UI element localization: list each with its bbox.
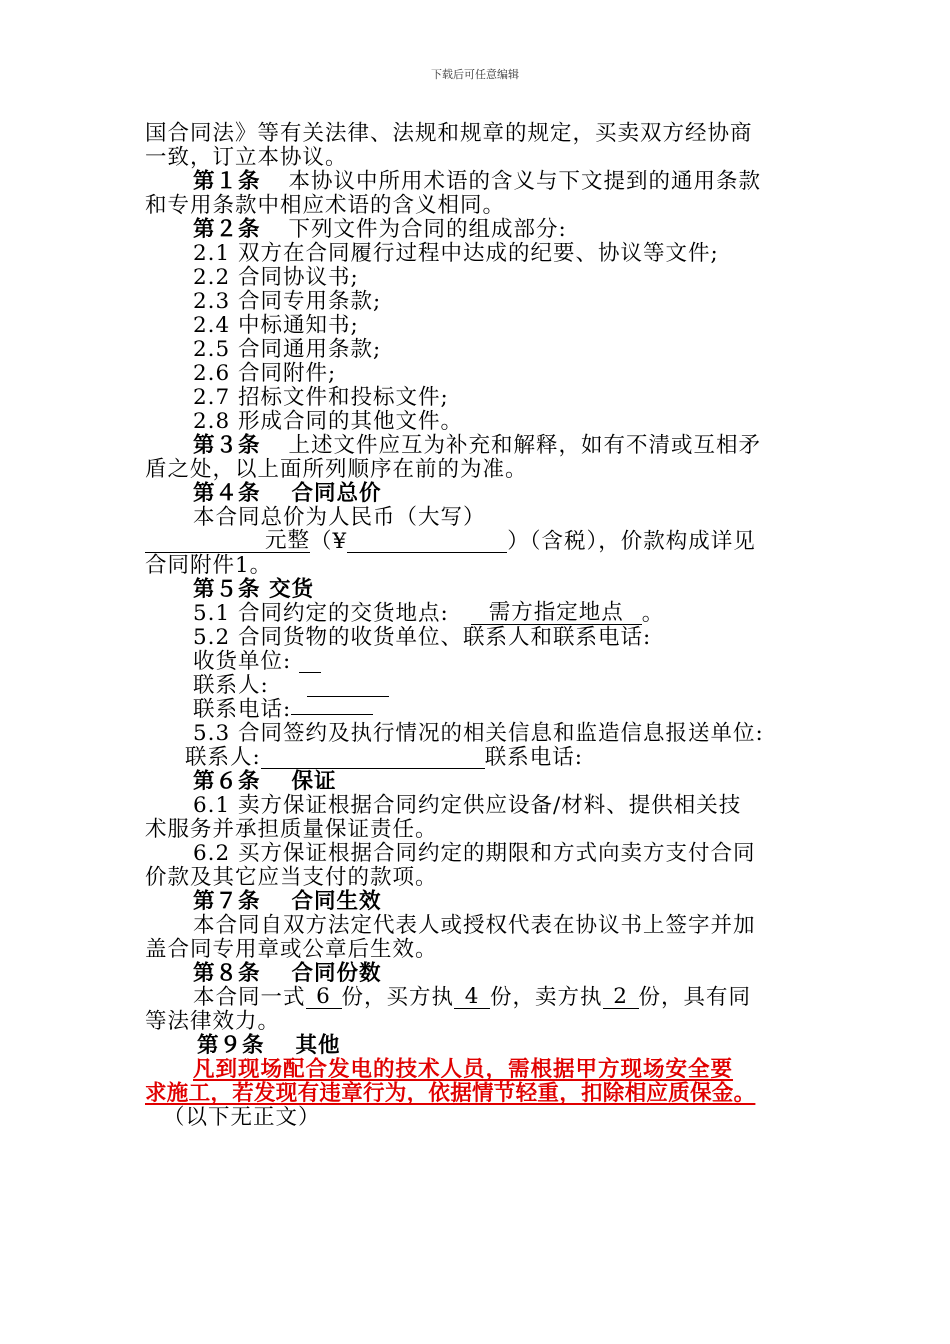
text-line: 和专用条款中相应术语的含义相同。 <box>145 193 506 218</box>
text-span: ）（含税），价款构成详见 <box>507 529 756 554</box>
phone-line <box>145 698 800 722</box>
copies-line <box>145 986 800 1010</box>
text-line: 国合同法》等有关法律、法规和规章的规定，买卖双方经协商 <box>145 121 753 146</box>
list-item: 2.8 形成合同的其他文件。 <box>193 409 464 434</box>
text-span: 份，具有同 <box>638 985 752 1010</box>
article-7-title: 第７条 合同生效 <box>193 889 382 914</box>
contact2-line <box>145 746 800 770</box>
article-1 <box>145 170 800 194</box>
text-span: 。 <box>641 601 665 626</box>
article-title: 第１条 <box>193 169 261 194</box>
text-span: 联系电话: <box>484 745 583 770</box>
blank <box>291 698 373 715</box>
copies-seller: 2 <box>603 986 639 1009</box>
article-text: 本协议中所用术语的含义与下文提到的通用条款 <box>288 169 762 194</box>
end-note: （以下无正文） <box>163 1105 321 1130</box>
delivery-place: 需方指定地点 <box>471 602 642 625</box>
list-item: 5.3 合同签约及执行情况的相关信息和监造信息报送单位: <box>193 721 764 746</box>
article-text: 上述文件应互为补充和解释，如有不清或互相矛 <box>288 433 762 458</box>
text-line: 本合同总价为人民币（大写） <box>193 505 486 530</box>
safety-note: 求施工，若发现有违章行为，依据情节轻重，扣除相应质保金。 <box>145 1081 756 1106</box>
list-item: 2.5 合同通用条款; <box>193 337 382 362</box>
price-line <box>145 530 800 554</box>
text-line: 合同附件1。 <box>145 553 273 578</box>
list-item: 6.1 卖方保证根据合同约定供应设备/材料、提供相关技 <box>193 793 742 818</box>
article-4-title: 第４条 合同总价 <box>193 481 382 506</box>
list-item: 6.2 买方保证根据合同约定的期限和方式向卖方支付合同 <box>193 841 756 866</box>
list-item: 2.7 招标文件和投标文件; <box>193 385 449 410</box>
contract-body <box>145 122 800 1130</box>
amount-blank <box>347 530 507 553</box>
text-span: 联系人: <box>185 745 261 770</box>
text-line: 术服务并承担质量保证责任。 <box>145 817 438 842</box>
article-5-title: 第５条 交货 <box>193 577 314 602</box>
text-span: 5.1 合同约定的交货地点: <box>193 601 449 626</box>
copies-buyer: 4 <box>454 986 490 1009</box>
article-6-title: 第６条 保证 <box>193 769 337 794</box>
amount-blank: 元整 <box>145 530 310 553</box>
text-line: 价款及其它应当支付的款项。 <box>145 865 438 890</box>
list-item: 5.2 合同货物的收货单位、联系人和联系电话: <box>193 625 652 650</box>
text-span: （¥ <box>310 529 348 554</box>
blank <box>261 746 485 769</box>
text-line: 盖合同专用章或公章后生效。 <box>145 937 438 962</box>
text-line: 本合同自双方法定代表人或授权代表在协议书上签字并加 <box>193 913 756 938</box>
text-span: 本合同一式 <box>193 985 306 1010</box>
list-item: 2.4 中标通知书; <box>193 313 359 338</box>
blank <box>307 674 389 697</box>
text-line: 盾之处，以上面所列顺序在前的为准。 <box>145 457 528 482</box>
recv-unit-line <box>145 650 800 674</box>
list-item: 2.2 合同协议书; <box>193 265 359 290</box>
contact-line <box>145 674 800 698</box>
list-item <box>145 602 800 626</box>
article-9-title: 第９条 其他 <box>197 1033 341 1058</box>
blank <box>299 650 321 673</box>
article-3 <box>145 434 800 458</box>
list-item: 2.3 合同专用条款; <box>193 289 382 314</box>
text-span: 联系人: <box>193 673 269 698</box>
list-item: 2.6 合同附件; <box>193 361 337 386</box>
text-span: 收货单位: <box>193 649 292 674</box>
article-title: 第３条 <box>193 433 261 458</box>
list-item: 2.1 双方在合同履行过程中达成的纪要、协议等文件; <box>193 241 719 266</box>
page-header: 下载后可任意编辑 <box>431 68 519 81</box>
article-title: 第２条 <box>193 217 261 242</box>
safety-note: 凡到现场配合发电的技术人员，需根据甲方现场安全要 <box>193 1057 734 1082</box>
article-2 <box>145 218 800 242</box>
copies-total: 6 <box>306 986 342 1009</box>
article-8-title: 第８条 合同份数 <box>193 961 382 986</box>
text-span: 份，买方执 <box>341 985 455 1010</box>
article-text: 下列文件为合同的组成部分: <box>288 217 567 242</box>
text-line: 一致，订立本协议。 <box>145 145 348 170</box>
text-line: 等法律效力。 <box>145 1009 281 1034</box>
text-span: 份，卖方执 <box>490 985 603 1010</box>
text-span: 联系电话: <box>193 697 292 722</box>
